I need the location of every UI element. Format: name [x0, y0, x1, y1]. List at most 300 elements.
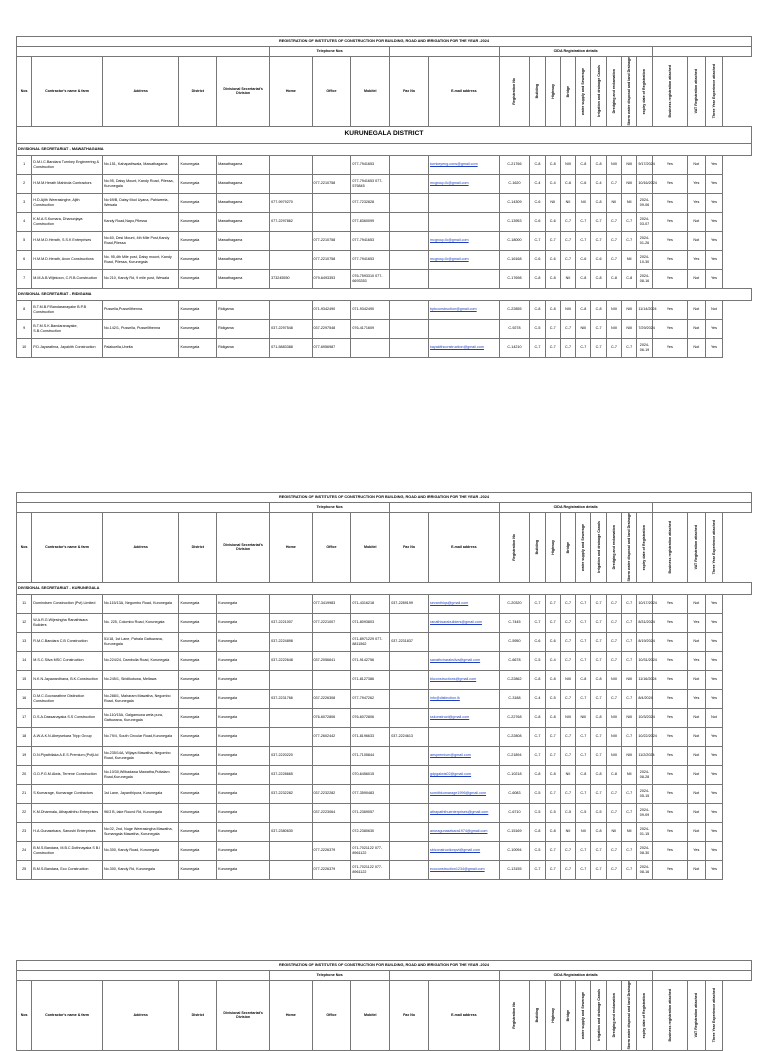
- column-header-water: [576, 57, 591, 127]
- column-header-label: Storm water disposal and land Drainage: [627, 513, 632, 582]
- table-cell: 11/16/2024: [637, 670, 652, 689]
- column-header-label: Irrigation and drainage Canals: [596, 65, 601, 118]
- column-header-irrigation: [591, 981, 606, 1051]
- table-cell: 19: [17, 746, 32, 765]
- table-cell: Yes: [652, 174, 687, 193]
- table-cell: 11/14/2024: [637, 300, 652, 319]
- table-cell: [312, 155, 351, 174]
- table-cell: C-6: [545, 212, 560, 231]
- table-cell: No.79/4, South Circular Road,Kurunegala: [102, 727, 179, 746]
- email-link[interactable]: sskonstruct@gmail.com: [430, 715, 470, 720]
- table-cell: C-7: [622, 803, 637, 822]
- column-header-vat: [687, 57, 705, 127]
- email-cell: [429, 594, 500, 613]
- table-cell: C-7: [622, 212, 637, 231]
- email-link[interactable]: mcgroup.lk@gmail.com: [430, 257, 469, 262]
- email-link[interactable]: bkconstructions@gmail.com: [430, 677, 477, 682]
- column-header-contractor: Contractor's name & farm: [32, 57, 103, 127]
- column-header-fax: Fax No: [390, 513, 429, 583]
- header-spacer: [652, 47, 751, 57]
- table-cell: D.M.C.Goonarathne Distinction Construction: [32, 689, 103, 708]
- column-header-mobile: Mobitel: [351, 981, 390, 1051]
- table-cell: C-7: [530, 613, 545, 632]
- table-cell: Not: [687, 300, 705, 319]
- table-cell: C-4: [545, 651, 560, 670]
- table-cell: C-18000: [499, 231, 530, 250]
- table-cell: Kurunegala: [179, 803, 217, 822]
- column-header-label: Business registration attached: [667, 988, 672, 1042]
- table-cell: C-7: [545, 746, 560, 765]
- table-cell: 7/29/2024: [637, 319, 652, 338]
- table-cell: Not: [687, 860, 705, 879]
- table-cell: C-7: [622, 727, 637, 746]
- table-cell: Kurunegala: [179, 613, 217, 632]
- table-cell: C-4: [530, 174, 545, 193]
- table-cell: [390, 338, 429, 357]
- table-cell: 071-2369057: [351, 803, 390, 822]
- table-cell: H.M.M.D.Herath, Avon Constructions: [32, 250, 103, 269]
- table-cell: [270, 231, 312, 250]
- table-cell: 23: [17, 822, 32, 841]
- table-cell: Kurunegala: [217, 860, 270, 879]
- table-cell: 24: [17, 841, 32, 860]
- column-header-vat: [687, 981, 705, 1051]
- table-cell: C-8: [530, 269, 545, 288]
- email-link[interactable]: anuragunasekara1974@gmail.com: [430, 829, 488, 834]
- table-cell: [390, 860, 429, 879]
- table-cell: No.224/24, Dambulla Road, Kurunegala: [102, 651, 179, 670]
- table-cell: C-7: [545, 231, 560, 250]
- table-cell: B.T.M.S.K.Bandaranayake, S.B.Construction: [32, 319, 103, 338]
- column-header-reg_no: [499, 513, 530, 583]
- table-cell: 077-2226379: [312, 860, 351, 879]
- email-link[interactable]: kayakithconstruction@gmail.com: [430, 345, 484, 350]
- telephone-group-header: Telephone Nos: [270, 47, 390, 57]
- column-header-fax: Fax No: [390, 981, 429, 1051]
- column-header-highway: [545, 981, 560, 1051]
- table-cell: [270, 250, 312, 269]
- table-cell: C-7: [545, 319, 560, 338]
- table-cell: C-22768: [499, 708, 530, 727]
- table-cell: No.115/13A, Negombo Road, Kurunegala: [102, 594, 179, 613]
- table-cell: C-5950: [499, 632, 530, 651]
- table-row: [17, 269, 752, 288]
- column-header-label: water supply and Sewerage: [581, 67, 586, 115]
- table-cell: Dumindsen Construction (Pvt) Limited: [32, 594, 103, 613]
- table-cell: Yes: [705, 319, 723, 338]
- table-cell: Kurunegala: [217, 803, 270, 822]
- table-row: [17, 822, 752, 841]
- table-cell: C-7: [576, 231, 591, 250]
- table-cell: C-6: [545, 250, 560, 269]
- column-header-label: water supply and Sewerage: [581, 991, 586, 1039]
- table-cell: C-7: [622, 613, 637, 632]
- column-header-email: E-mail address: [429, 513, 500, 583]
- table-cell: Yes: [705, 212, 723, 231]
- table-row: [17, 231, 752, 250]
- table-cell: C-7: [560, 746, 575, 765]
- column-header-storm: [622, 513, 637, 583]
- table-cell: Yes: [652, 269, 687, 288]
- table-cell: 037-2222648: [270, 651, 312, 670]
- table-cell: C-14309: [499, 193, 530, 212]
- table-cell: C-7: [591, 651, 606, 670]
- table-cell: C-8: [591, 765, 606, 784]
- table-cell: [390, 822, 429, 841]
- table-cell: C-7: [622, 651, 637, 670]
- email-cell: [429, 803, 500, 822]
- column-header-row: [17, 981, 752, 1051]
- table-cell: C-8: [530, 300, 545, 319]
- table-cell: No. 225, Colombo Road, Kurunegala: [102, 613, 179, 632]
- table-row: [17, 784, 752, 803]
- table-cell: C-7: [606, 784, 621, 803]
- table-cell: C-5: [545, 689, 560, 708]
- table-cell: C-8: [591, 670, 606, 689]
- column-header-building: [530, 57, 545, 127]
- table-cell: Mawathagama: [217, 231, 270, 250]
- table-cell: Kurunegala: [179, 594, 217, 613]
- email-link[interactable]: ecoconstruction1234@gmail.com: [430, 867, 485, 872]
- column-header-building: [530, 981, 545, 1051]
- table-cell: 8/31/2024: [637, 613, 652, 632]
- table-cell: C-8: [530, 765, 545, 784]
- table-cell: [390, 212, 429, 231]
- table-cell: Kurunegala: [179, 193, 217, 212]
- table-cell: 077-7941653: [351, 155, 390, 174]
- table-cell: 077-3419983: [312, 594, 351, 613]
- table-cell: 2024-08-30: [637, 841, 652, 860]
- table-cell: C-8: [530, 670, 545, 689]
- email-cell: [429, 155, 500, 174]
- column-header-business: [652, 513, 687, 583]
- table-cell: Pussella,Pussellthenna.: [102, 300, 179, 319]
- column-header-label: Building: [535, 540, 540, 555]
- table-cell: 076-6072806: [312, 708, 351, 727]
- column-header-label: VAT Registration attached: [694, 69, 699, 114]
- table-cell: 077-7941653: [351, 231, 390, 250]
- table-cell: C-6: [530, 632, 545, 651]
- table-cell: Yes: [705, 689, 723, 708]
- table-cell: C-3188: [499, 689, 530, 708]
- section-title: DIVISIONAL SECRETARIAT - MAWATHAGAMA: [17, 143, 752, 155]
- table-cell: 037-2224613: [390, 727, 429, 746]
- table-cell: C-7: [560, 594, 575, 613]
- email-cell: [429, 632, 500, 651]
- table-row: [17, 594, 752, 613]
- table-cell: 20: [17, 765, 32, 784]
- table-cell: Kurunegala: [179, 231, 217, 250]
- table-cell: C-7: [591, 727, 606, 746]
- table-cell: C-5: [560, 803, 575, 822]
- table-cell: C-7: [591, 319, 606, 338]
- column-header-label: Registration No: [512, 77, 517, 105]
- table-row: [17, 632, 752, 651]
- table-cell: C-7: [606, 632, 621, 651]
- table-cell: Kurunegala: [179, 632, 217, 651]
- table-cell: 071-8093803: [351, 613, 390, 632]
- column-header-label: Three Year Experience attached: [711, 64, 716, 119]
- table-cell: Yes: [652, 860, 687, 879]
- column-header-divisional: Divisional Secretariat's Division: [217, 981, 270, 1051]
- telephone-group-header: Telephone Nos: [270, 503, 390, 513]
- table-cell: C-6: [576, 174, 591, 193]
- table-cell: N.K.N.Jayawardhana, B.K.Construction: [32, 670, 103, 689]
- table-cell: C-5: [591, 803, 606, 822]
- table-cell: [312, 632, 351, 651]
- table-cell: Palakoella,Uneita: [102, 338, 179, 357]
- table-row: [17, 841, 752, 860]
- table-cell: 037-2224898: [270, 632, 312, 651]
- table-cell: Kurunegala: [179, 708, 217, 727]
- email-link[interactable]: gdpgalwis02@gmail.com: [430, 772, 472, 777]
- email-link[interactable]: turnkeyeng.cons@gmail.com: [430, 162, 478, 167]
- table-cell: Kurunegala: [179, 250, 217, 269]
- table-cell: Kurunegala: [217, 822, 270, 841]
- column-header-contractor: Contractor's name & farm: [32, 981, 103, 1051]
- table-cell: Yes: [687, 193, 705, 212]
- table-cell: Not: [687, 822, 705, 841]
- table-cell: Kurunegala: [217, 651, 270, 670]
- table-cell: C-7: [576, 212, 591, 231]
- table-cell: C-8: [545, 300, 560, 319]
- table-cell: 037-2289199: [390, 594, 429, 613]
- table-cell: Kurunegala: [217, 613, 270, 632]
- table-cell: 1st Lane, Jayanthipura, Kurunegala: [102, 784, 179, 803]
- table-cell: C-7: [576, 689, 591, 708]
- column-header-email: E-mail address: [429, 981, 500, 1051]
- table-row: [17, 212, 752, 231]
- table-cell: Kurunegala: [179, 860, 217, 879]
- email-cell: [429, 765, 500, 784]
- column-header-office: Office: [312, 981, 351, 1051]
- table-cell: Kurunegala: [179, 319, 217, 338]
- table-cell: [270, 174, 312, 193]
- table-cell: 077-2297862: [270, 212, 312, 231]
- table-cell: 51/18, 1st Lane, Pahala Gattuwana, Kurunegala: [102, 632, 179, 651]
- email-link[interactable]: mcgroup.lk@gmail.com: [430, 238, 469, 243]
- table-cell: NIII: [606, 319, 621, 338]
- table-row: [17, 338, 752, 357]
- table-cell: NII: [560, 765, 575, 784]
- column-header-label: VAT Registration attached: [694, 525, 699, 570]
- table-cell: H.D.Ajith Weerasinghe, Ajith Construction: [32, 193, 103, 212]
- email-link[interactable]: ranathisarabuilders@gmail.com: [430, 620, 482, 625]
- table-cell: C-7: [530, 727, 545, 746]
- email-link[interactable]: athapaththuenterprises@gmail.com: [430, 810, 489, 815]
- table-cell: No.151, Kahapathwala, Mawathagama: [102, 155, 179, 174]
- table-cell: Yes: [652, 319, 687, 338]
- table-cell: Not: [687, 727, 705, 746]
- table-cell: [390, 155, 429, 174]
- table-cell: 037-2232282: [270, 784, 312, 803]
- table-row: [17, 319, 752, 338]
- table-cell: 17: [17, 708, 32, 727]
- table-cell: [270, 803, 312, 822]
- table-cell: 037-2220220: [270, 746, 312, 765]
- column-header-label: Irrigation and drainage Canals: [596, 989, 601, 1042]
- table-cell: 10/3/2024: [637, 708, 652, 727]
- table-cell: 2024-08-16: [637, 269, 652, 288]
- section-row: [17, 143, 752, 155]
- table-cell: Not: [705, 708, 723, 727]
- table-cell: 037-2221007: [270, 613, 312, 632]
- table-cell: [312, 822, 351, 841]
- table-cell: Yes: [652, 300, 687, 319]
- email-link[interactable]: sbiconstructionpvt@gmail.com: [430, 848, 481, 853]
- table-cell: 2024-09-09: [637, 803, 652, 822]
- table-cell: Yes: [652, 708, 687, 727]
- column-header-expiry: [637, 57, 652, 127]
- table-cell: C-7: [576, 338, 591, 357]
- table-cell: Yes: [705, 651, 723, 670]
- table-cell: C-6: [576, 250, 591, 269]
- table-cell: C-8: [530, 155, 545, 174]
- table-row: [17, 155, 752, 174]
- table-cell: Mawathagama: [217, 193, 270, 212]
- column-header-storm: [622, 981, 637, 1051]
- column-header-dredging: [606, 513, 621, 583]
- table-cell: Yes: [652, 689, 687, 708]
- column-header-water: [576, 513, 591, 583]
- table-cell: Kurunegala: [179, 300, 217, 319]
- table-cell: [351, 338, 390, 357]
- table-cell: 9/17/2024: [637, 155, 652, 174]
- table-cell: 077-2210758: [312, 174, 351, 193]
- table-cell: C-7: [606, 803, 621, 822]
- table-cell: 8/19/2024: [637, 632, 652, 651]
- email-link[interactable]: info@distinction.lk: [430, 696, 460, 701]
- table-cell: Yes: [687, 841, 705, 860]
- table-cell: C-7: [591, 860, 606, 879]
- table-cell: C-7: [576, 613, 591, 632]
- registration-table: [16, 36, 752, 358]
- table-cell: 071-9342490: [312, 300, 351, 319]
- table-cell: C-7: [576, 784, 591, 803]
- table-cell: No.300, Kandy Road, Kurunegala: [102, 841, 179, 860]
- table-cell: NII: [606, 193, 621, 212]
- column-header-water: [576, 981, 591, 1051]
- email-link[interactable]: mcgroup.lk@gmail.com: [430, 181, 469, 186]
- table-cell: NII: [560, 822, 575, 841]
- table-cell: B.M.S.Bandara, Eco Construction: [32, 860, 103, 879]
- table-cell: P.D.Jayarathna, Jayakith Construction: [32, 338, 103, 357]
- table-cell: C-7445: [499, 613, 530, 632]
- table-row: [17, 300, 752, 319]
- table-cell: No. 95,4th Mile post, Daisy mount, Kandy Road, Pilessa, Kurunegala: [102, 250, 179, 269]
- email-cell: [429, 746, 500, 765]
- table-cell: Kurunegala: [179, 670, 217, 689]
- email-link[interactable]: sumithkumarage1996@gmail.com: [430, 791, 487, 796]
- table-cell: Kurunegala: [217, 746, 270, 765]
- table-cell: C-6: [591, 250, 606, 269]
- table-cell: No.300, Kandy Rd, Kurunegala: [102, 860, 179, 879]
- table-cell: C-7: [576, 860, 591, 879]
- table-cell: Yes: [705, 727, 723, 746]
- table-cell: [390, 803, 429, 822]
- table-cell: C-7: [622, 594, 637, 613]
- table-cell: C-7: [606, 841, 621, 860]
- table-cell: Yes: [705, 632, 723, 651]
- table-cell: Kurunegala: [179, 727, 217, 746]
- column-header-building: [530, 513, 545, 583]
- table-cell: 4: [17, 212, 32, 231]
- table-cell: Kurunegala: [179, 765, 217, 784]
- table-cell: Yes: [705, 338, 723, 357]
- table-cell: C-6: [560, 174, 575, 193]
- email-link[interactable]: aespremium@gmail.com: [430, 753, 471, 758]
- table-cell: NIII: [560, 708, 575, 727]
- table-cell: 077-7941653 077-575845: [351, 174, 390, 193]
- table-row: [17, 193, 752, 212]
- table-cell: C-4: [545, 174, 560, 193]
- column-header-label: expiry date of Registration: [642, 992, 647, 1038]
- table-cell: C-7: [560, 689, 575, 708]
- table-cell: Yes: [652, 670, 687, 689]
- table-cell: Not: [687, 594, 705, 613]
- table-cell: NIII: [622, 155, 637, 174]
- email-link[interactable]: sevanthiqs@gmail.com: [430, 601, 469, 606]
- email-cell: [429, 860, 500, 879]
- email-cell: [429, 319, 500, 338]
- table-cell: C-1620: [499, 174, 530, 193]
- table-cell: H.A.Gunasekara, Sanoshi Enterprises: [32, 822, 103, 841]
- table-cell: 077-2602442: [312, 727, 351, 746]
- email-link[interactable]: bpbconstruction@gmail.com: [430, 307, 477, 312]
- table-cell: 2: [17, 174, 32, 193]
- column-header-home: Home: [270, 981, 312, 1051]
- column-header-label: Storm water disposal and land Drainage: [627, 981, 632, 1050]
- table-cell: C-13155: [499, 860, 530, 879]
- table-cell: 037-2232282: [312, 784, 351, 803]
- table-cell: [312, 193, 351, 212]
- table-cell: Kurunegala: [217, 765, 270, 784]
- table-cell: NIII: [622, 708, 637, 727]
- column-header-nos: Nos: [17, 57, 32, 127]
- column-header-label: expiry date of Registration: [642, 68, 647, 114]
- table-cell: NIII: [606, 746, 621, 765]
- table-cell: Yes: [652, 841, 687, 860]
- table-cell: Kurunegala: [179, 174, 217, 193]
- table-cell: C-7: [591, 613, 606, 632]
- table-cell: 077-2210758: [312, 250, 351, 269]
- table-cell: 10/16/2024: [637, 174, 652, 193]
- email-link[interactable]: sanathcharaksilva@gmail.com: [430, 658, 481, 663]
- table-cell: No.60, Desi Mount, 4th Mile Post,Kandy Road,Pilessa: [102, 231, 179, 250]
- table-cell: C-7: [560, 727, 575, 746]
- table-cell: Kurunegala: [217, 689, 270, 708]
- table-cell: C-10218: [499, 765, 530, 784]
- table-cell: NII: [545, 193, 560, 212]
- table-cell: 9: [17, 319, 32, 338]
- column-header-home: Home: [270, 513, 312, 583]
- table-cell: 10: [17, 338, 32, 357]
- table-cell: C-7: [591, 212, 606, 231]
- table-cell: [312, 212, 351, 231]
- table-cell: C-7: [576, 594, 591, 613]
- header-spacer: [652, 503, 751, 513]
- title-row: [17, 493, 752, 503]
- header-group-row: [17, 47, 752, 57]
- table-cell: C-8: [591, 708, 606, 727]
- table-cell: NIII: [622, 746, 637, 765]
- column-header-label: Registration No: [512, 1001, 517, 1029]
- column-header-reg_no: [499, 981, 530, 1051]
- column-header-expiry: [637, 513, 652, 583]
- table-cell: H.M.M.Herath Mahinda Contractors: [32, 174, 103, 193]
- column-header-label: VAT Registration attached: [694, 993, 699, 1038]
- table-cell: Yes: [652, 193, 687, 212]
